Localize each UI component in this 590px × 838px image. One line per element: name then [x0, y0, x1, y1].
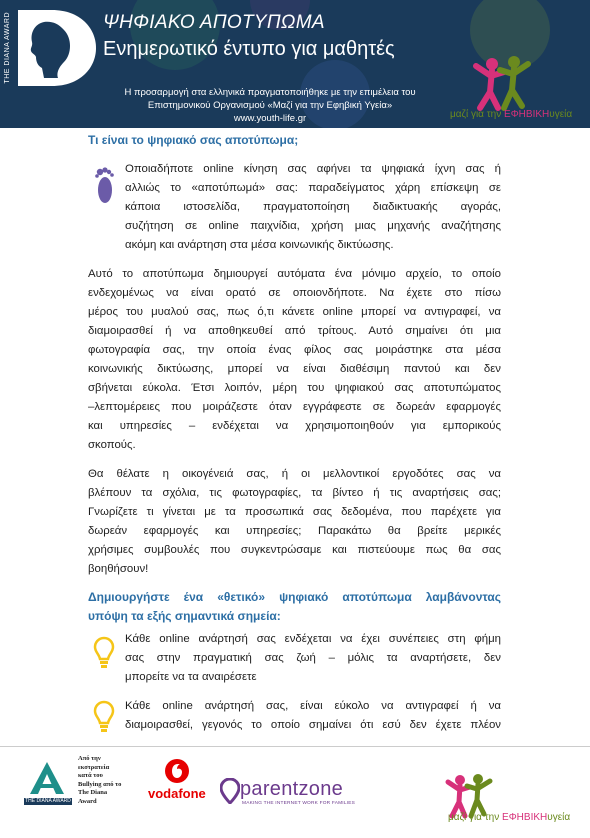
- text-line: –λεπτομέρειες που μοιράζεστε όταν εγγράφεστε σε δωρεάν εφαρμογές: [88, 401, 501, 413]
- intro-paragraph: [125, 160, 501, 255]
- text-line: ενδεχομένως να είναι ορατό σε οποιονδήποτε. Να έχετε στο πίσω: [88, 287, 501, 299]
- document-subtitle: Ενημερωτικό έντυπο για μαθητές: [103, 38, 395, 60]
- adaptation-note-organisation: Επιστημονικού Οργανισμού «Μαζί για την Εφηβική Υγεία»: [147, 100, 393, 111]
- text-line: συζήτηση σε online παιχνίδια, χρήση μιας μηχανής αναζήτησης: [125, 220, 501, 232]
- text-line: κάποια ιστοσελίδα, πραγματοποίηση διαδικτυακής αγοράς,: [125, 201, 501, 213]
- mazi-footer-text: μαζί για την ΕΦΗΒΙΚΗυγεία: [448, 812, 571, 823]
- heading-line: υπόψη τα εξής σημαντικά σημεία:: [88, 609, 281, 623]
- heading-what-is-footprint: Τι είναι το ψηφιακό σας αποτύπωμα;: [88, 133, 299, 147]
- text-line: Γνωρίζετε τι γίνεται με τα προσωπικά σας δεδομένα, που παρέχετε για: [88, 506, 501, 518]
- text-line: ακόμη και ανάρτηση στα μέσα κοινωνικής δικτύωσης.: [125, 239, 394, 251]
- text-line: αλλιώς το «αποτύπωμά» σας: παραδείγματος χάρη επίσκεψη σε: [125, 182, 501, 194]
- text-line: Αυτό το αποτύπωμα δημιουργεί αυτόματα ένα μόνιμο αρχείο, το οποίο: [88, 268, 501, 280]
- text-line: κοινωνικής δικτύωσης, μπορεί να είναι διαθέσιμη παντού και δεν: [88, 363, 501, 375]
- footprint-icon: [90, 164, 116, 208]
- anti-bullying-logo: [28, 760, 66, 796]
- caption-line: κατά του: [78, 772, 103, 779]
- text-line: διαμοιρασθεί ή να αποθηκευθεί από τρίτους. Αυτό σημαίνει ότι μια: [88, 325, 501, 337]
- tip-consequences: [125, 630, 501, 687]
- heading-positive-footprint: [88, 588, 501, 626]
- caption-line: Award: [78, 797, 97, 805]
- mazi-logo-text: μαζί για την ΕΦΗΒΙΚΗυγεία: [450, 109, 573, 120]
- text-line: Οποιαδήποτε online κίνηση σας αφήνει τα ψηφιακά ίχνη σας ή: [125, 163, 501, 175]
- caption-line: The Diana: [78, 789, 108, 796]
- footer-divider: [0, 746, 590, 747]
- page-header: [0, 0, 590, 128]
- lightbulb-icon: [93, 636, 115, 670]
- text-line: δωρεάν εφαρμογές και υπηρεσίες; Παρακάτω θα βρείτε μερικές: [88, 525, 501, 537]
- text-line: βλέπουν τα σχόλια, τις φωτογραφίες, τα βίντεο ή τις αναρτήσεις σας;: [88, 487, 501, 499]
- caption-line: Bullying από το: [78, 780, 122, 788]
- heading-line: Δημιουργήστε ένα «θετικό» ψηφιακό αποτύπωμα λαμβάνοντας: [88, 590, 501, 604]
- parentzone-tagline: MAKING THE INTERNET WORK FOR FAMILIES: [242, 801, 356, 806]
- diana-award-vertical-text: THE DIANA AWARD: [4, 12, 11, 84]
- text-line: διαμοιρασθεί, γεγονός το οποίο σημαίνει ότι εσύ δεν έχετε πλέον: [125, 719, 501, 731]
- text-line: χρήσιμες συμβουλές που συγκεντρώσαμε και πιστεύουμε πως θα σας: [88, 544, 501, 556]
- anti-bullying-badge: THE DIANA AWARD: [25, 798, 71, 804]
- page-footer: [0, 748, 590, 838]
- vodafone-wordmark: vodafone: [148, 786, 206, 801]
- text-line: Θα θέλατε η οικογένειά σας, ή οι μελλοντικοί εργοδότες σας να: [88, 468, 501, 480]
- text-line: και υπηρεσίες – ενδέχεται να χρησιμοποιηθούν για εμπορικούς: [88, 420, 501, 432]
- vodafone-logo-icon: [164, 758, 190, 784]
- text-line: μπορείτε να τα αναιρέσετε: [125, 671, 257, 683]
- diana-award-logo: [14, 8, 98, 88]
- lightbulb-icon: [93, 700, 115, 734]
- paragraph-permanent-record: [88, 265, 501, 455]
- text-line: Κάθε online ανάρτησή σας ενδέχεται να έχει συνέπειες στη φήμη: [125, 633, 501, 645]
- paragraph-questions: [88, 465, 501, 579]
- website-link[interactable]: www.youth-life.gr: [233, 113, 307, 124]
- text-line: σβήνεται εύκολα. Έτσι λοιπόν, μέρη του ψηφιακού σας αποτυπώματος: [88, 382, 501, 394]
- text-line: Κάθε online ανάρτησή σας, είναι εύκολο να αντιγραφεί ή να: [125, 700, 501, 712]
- document-title: ΨΗΦΙΑΚΟ ΑΠΟΤΥΠΩΜΑ: [103, 12, 325, 33]
- text-line: σας στην πραγματική σας ζωή – μόλις τα αναρτήσετε, δεν: [125, 652, 501, 664]
- text-line: σκοπούς.: [88, 439, 136, 451]
- text-line: βοηθήσουν!: [88, 563, 149, 575]
- tip-copying: [125, 697, 501, 735]
- parentzone-wordmark: parentzone: [240, 778, 344, 800]
- text-line: φωτογραφία σας, την οποία ένας φίλος σας μοιράστηκε στα μέσα: [88, 344, 501, 356]
- parentzone-pin-icon: [220, 778, 240, 804]
- caption-line: Από την: [78, 755, 101, 762]
- caption-line: εκστρατεία: [78, 763, 110, 771]
- adaptation-note: Η προσαρμογή στα ελληνικά πραγματοποιήθηκε με την επιμέλεια του: [124, 87, 416, 98]
- anti-bullying-caption: [78, 755, 121, 806]
- text-line: μέρος του μυαλού σας, πως ό,τι κάνετε online μπορεί να αντιγραφεί, να: [88, 306, 501, 318]
